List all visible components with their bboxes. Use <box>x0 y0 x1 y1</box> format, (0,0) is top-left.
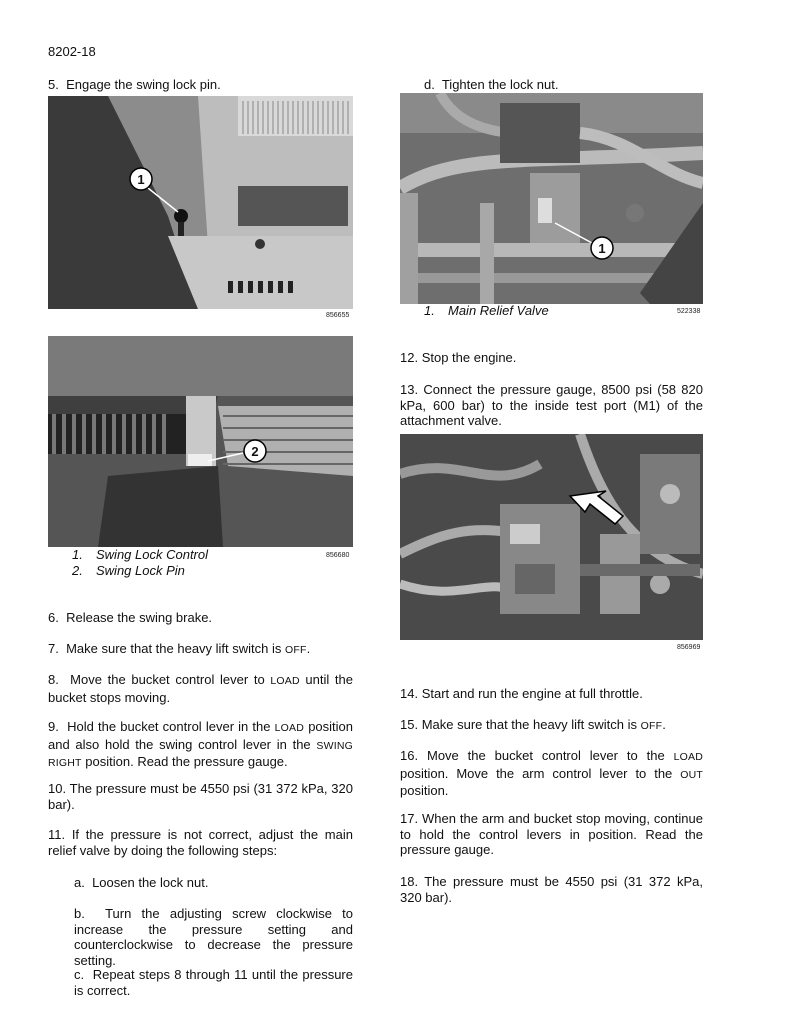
figure-number: 856969 <box>677 644 701 651</box>
substep-d: d. Tighten the lock nut. <box>424 77 559 92</box>
step-16: 16. Move the bucket control lever to the LOAD position. Move the arm control lever to the OUT position. <box>400 748 703 798</box>
step-11: 11. If the pressure is not correct, adjust the main relief valve by doing the following steps: <box>48 827 353 858</box>
step-18: 18. The pressure must be 4550 psi (31 372 kPa, 320 bar). <box>400 874 703 905</box>
step-17: 17. When the arm and bucket stop moving, continue to hold the control levers in position. Read the pressure gauge. <box>400 811 703 857</box>
figure-number: 856680 <box>326 552 350 559</box>
step-5: 5. Engage the swing lock pin. <box>48 77 221 92</box>
caption-swing-lock-control: 1. Swing Lock Control <box>72 547 208 562</box>
main-relief-valve-photo <box>400 93 703 304</box>
substep-a: a. Loosen the lock nut. <box>74 875 209 890</box>
step-13: 13. Connect the pressure gauge, 8500 psi (58 820 kPa, 600 bar) to the inside test port (M1) of the attachment valve. <box>400 382 703 428</box>
step-6: 6. Release the swing brake. <box>48 610 213 625</box>
attachment-valve-photo <box>400 434 703 640</box>
swing-lock-photo <box>48 96 353 309</box>
callout-1: 1 <box>598 241 606 256</box>
step-10: 10. The pressure must be 4550 psi (31 372 kPa, 320 bar). <box>48 781 353 812</box>
page-number: 8202-18 <box>48 44 96 59</box>
substep-c: c. Repeat steps 8 through 11 until the pressure is correct. <box>74 967 353 998</box>
figure-number: 522338 <box>677 308 701 315</box>
figure-number: 856655 <box>326 312 350 319</box>
callout-1: 1 <box>137 172 145 187</box>
step-14: 14. Start and run the engine at full throttle. <box>400 686 643 701</box>
step-7: 7. Make sure that the heavy lift switch is OFF. <box>48 641 311 656</box>
swing-lock-pin-photo <box>48 336 353 547</box>
step-12: 12. Stop the engine. <box>400 350 517 365</box>
caption-main-relief-valve: 1. Main Relief Valve <box>424 303 549 318</box>
substep-b: b. Turn the adjusting screw clockwise to increase the pressure setting and counterclockwise to decrease the pressure setting. <box>74 906 353 968</box>
caption-swing-lock-pin: 2. Swing Lock Pin <box>72 563 185 578</box>
callout-2: 2 <box>251 444 259 459</box>
step-9: 9. Hold the bucket control lever in the LOAD position and also hold the swing control lever in the SWING RIGHT position. Read the pressure gauge. <box>48 719 353 769</box>
step-8: 8. Move the bucket control lever to LOAD until the bucket stops moving. <box>48 672 353 705</box>
step-15: 15. Make sure that the heavy lift switch is OFF. <box>400 717 666 732</box>
